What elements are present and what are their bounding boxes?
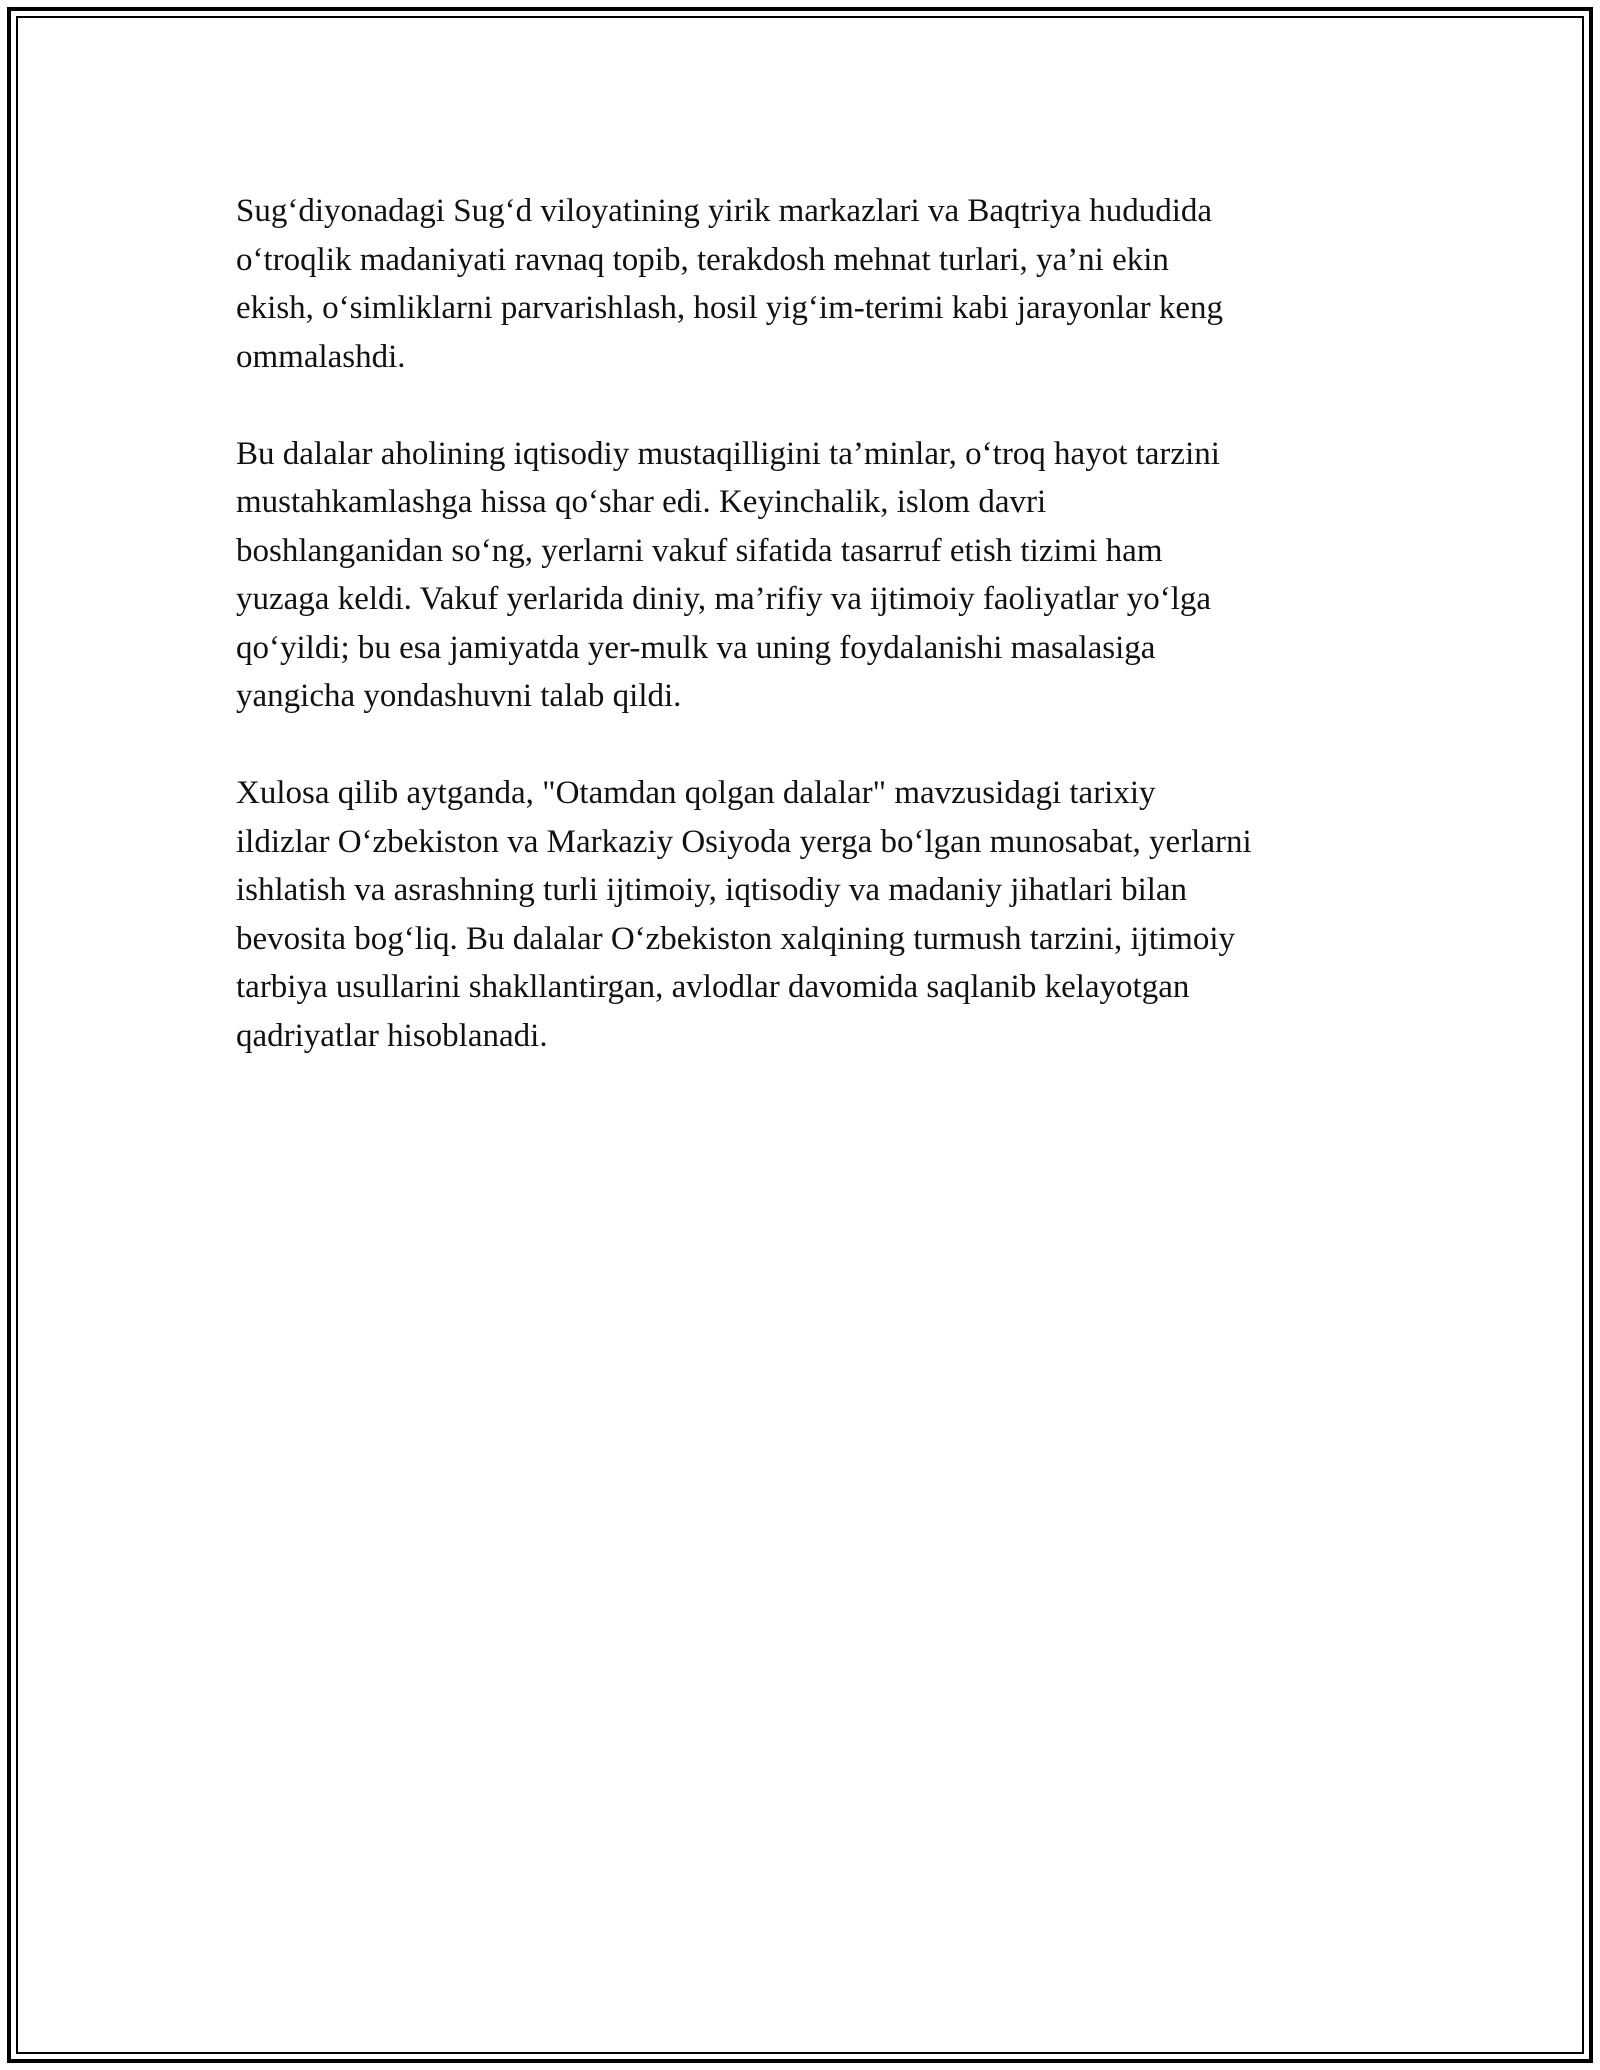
paragraph-3: Xulosa qilib aytganda, "Otamdan qolgan dalalar" mavzusidagi tarixiy ildizlar O‘zbekiston va Markaziy Osiyoda yerga bo‘lgan munosabat, yerlarni ishlatish va asrashning turli ijtimoiy, iqtisodiy va madaniy jihatlari bilan bevosita bog‘liq. Bu dalalar O‘zbekiston xalqining turmush tarzini, ijtimoiy tarbiya usullarini shakllantirgan, avlodlar davomida saqlanib kelayotgan qadriyatlar hisoblanadi. [236, 775, 1252, 1054]
paragraph-2: Bu dalalar aholining iqtisodiy mustaqilligini ta’minlar, o‘troq hayot tarzini mustahkamlashga hissa qo‘shar edi. Keyinchalik, islom davri boshlanganidan so‘ng, yerlarni vakuf sifatida tasarruf etish tizimi ham yuzaga keldi. Vakuf yerlarida diniy, ma’rifiy va ijtimoiy faoliyatlar yo‘lga qo‘yildi; bu esa jamiyatda yer-mulk va uning foydalanishi masalasiga yangicha yondashuvni talab qildi. [236, 435, 1220, 714]
document-body [236, 187, 1386, 1109]
paragraph-1: Sug‘diyonadagi Sug‘d viloyatining yirik markazlari va Baqtriya hududida o‘troqlik madaniyati ravnaq topib, terakdosh mehnat turlari, ya’ni ekin ekish, o‘simliklarni parvarishlash, hosil yig‘im-terimi kabi jarayonlar keng ommalashdi. [236, 193, 1224, 375]
